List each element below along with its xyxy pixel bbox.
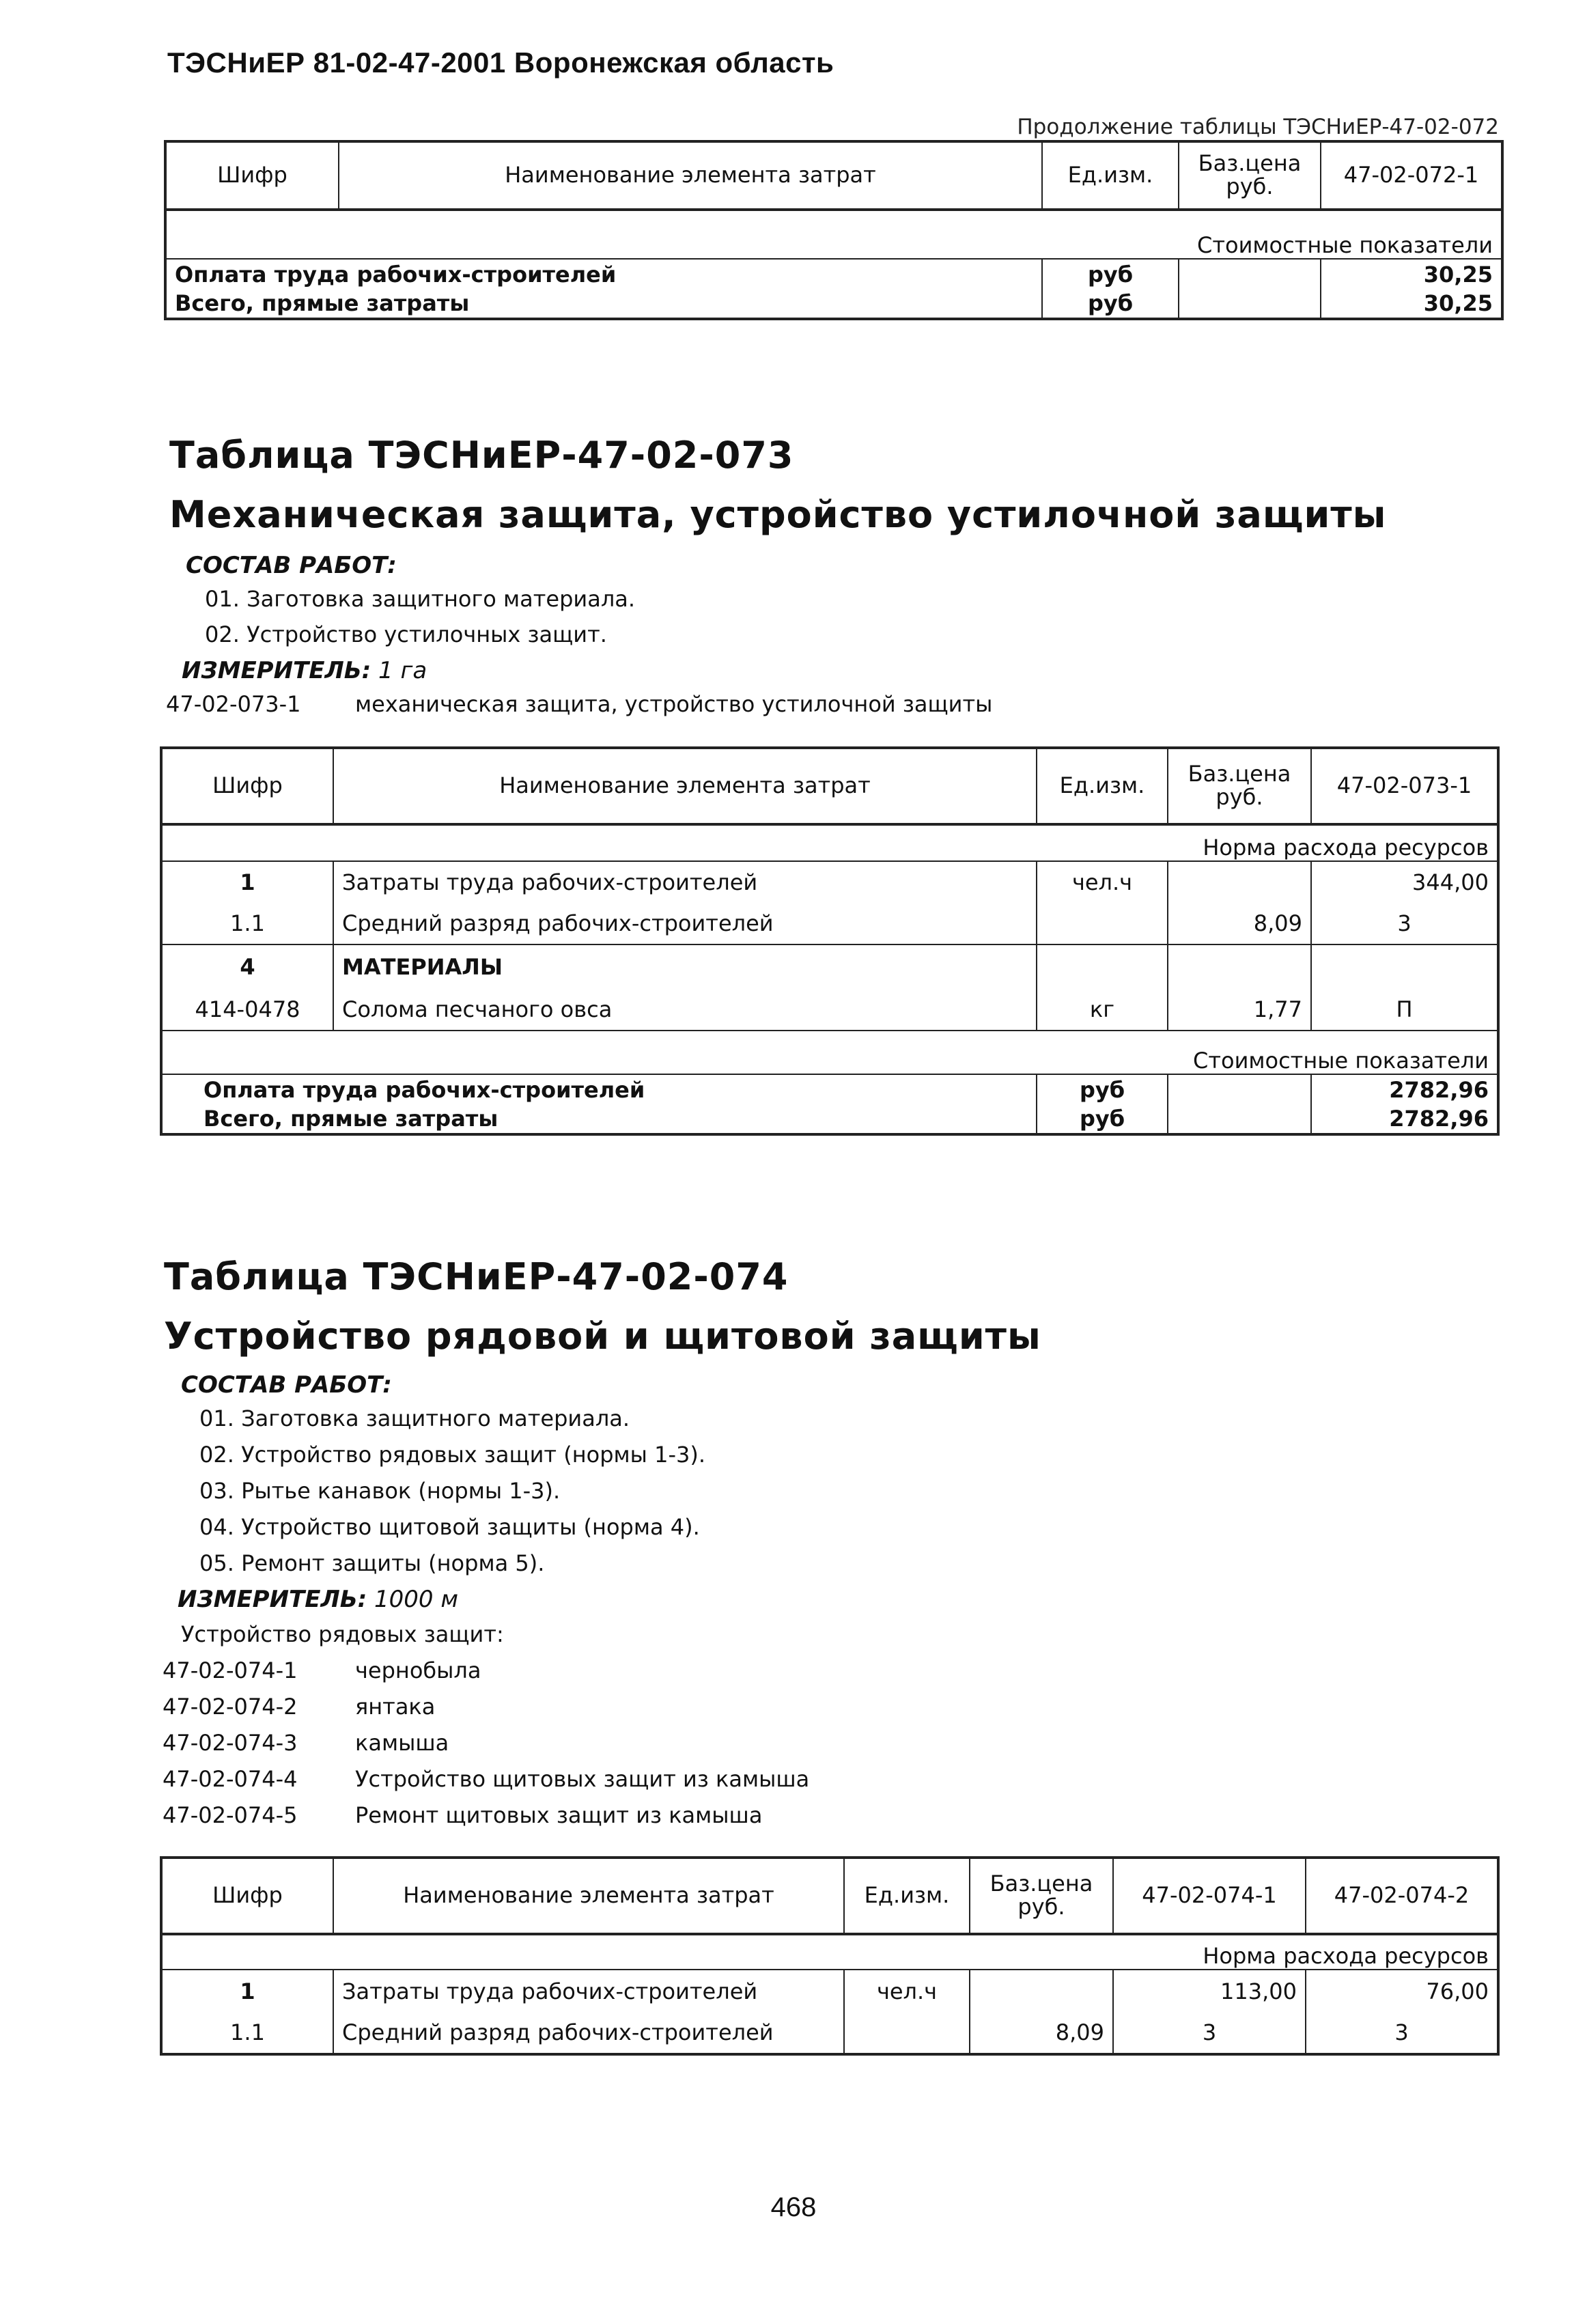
row-name: Затраты труда рабочих-строителей bbox=[333, 861, 1037, 902]
work-item: 01. Заготовка защитного материала. bbox=[199, 1405, 630, 1431]
row-code: 1 bbox=[161, 1970, 333, 2012]
work-item: 02. Устройство устилочных защит. bbox=[205, 621, 607, 647]
row-unit: кг bbox=[1037, 988, 1168, 1031]
row-value: 3 bbox=[1113, 2012, 1306, 2054]
item-name: камыша bbox=[355, 1730, 449, 1756]
meter-label: ИЗМЕРИТЕЛЬ: bbox=[182, 657, 371, 684]
col-header-norm-code: 47-02-072-1 bbox=[1321, 141, 1502, 210]
cost-row-value: 2782,96 bbox=[1311, 1104, 1498, 1134]
section-073-meter bbox=[182, 657, 427, 684]
col-header-norm-code: 47-02-074-1 bbox=[1113, 1858, 1306, 1934]
row-code: 1.1 bbox=[161, 902, 333, 944]
row-name: Солома песчаного овса bbox=[333, 988, 1037, 1031]
meter-label: ИЗМЕРИТЕЛЬ: bbox=[178, 1586, 367, 1613]
col-header-unit: Ед.изм. bbox=[1042, 141, 1179, 210]
meter-value: 1 га bbox=[378, 657, 427, 684]
row-value: П bbox=[1311, 988, 1498, 1031]
col-header-unit: Ед.изм. bbox=[844, 1858, 970, 1934]
col-header-name: Наименование элемента затрат bbox=[333, 1858, 844, 1934]
row-unit: чел.ч bbox=[1037, 861, 1168, 902]
item-code: 47-02-074-2 bbox=[163, 1694, 298, 1720]
row-name: Средний разряд рабочих-строителей bbox=[333, 2012, 844, 2054]
section-073-title: Таблица ТЭСНиЕР-47-02-073 bbox=[169, 434, 794, 477]
row-value: 3 bbox=[1306, 2012, 1498, 2054]
row-code: 4 bbox=[161, 944, 333, 988]
row-name: Затраты труда рабочих-строителей bbox=[333, 1970, 844, 2012]
col-header-unit: Ед.изм. bbox=[1037, 748, 1168, 824]
col-header-base-price: Баз.цена руб. bbox=[970, 1858, 1113, 1934]
cost-row-value: 2782,96 bbox=[1311, 1074, 1498, 1104]
item-code: 47-02-074-5 bbox=[163, 1802, 298, 1828]
section-norm-label: Норма расхода ресурсов bbox=[161, 824, 1498, 861]
page-number: 468 bbox=[770, 2192, 817, 2222]
item-code: 47-02-073-1 bbox=[166, 691, 301, 717]
row-unit: чел.ч bbox=[844, 1970, 970, 2012]
section-073-work-label: СОСТАВ РАБОТ: bbox=[186, 552, 397, 579]
table-073 bbox=[160, 746, 1500, 1136]
row-unit bbox=[1037, 944, 1168, 988]
item-name: механическая защита, устройство устилочной защиты bbox=[355, 691, 993, 717]
work-item: 03. Рытье канавок (нормы 1-3). bbox=[199, 1478, 561, 1504]
table-074 bbox=[160, 1856, 1500, 2056]
row-unit bbox=[844, 2012, 970, 2054]
row-value: 3 bbox=[1311, 902, 1498, 944]
col-header-code: Шифр bbox=[161, 1858, 333, 1934]
col-header-base-price: Баз.цена руб. bbox=[1168, 748, 1311, 824]
item-name: чернобыла bbox=[355, 1657, 481, 1683]
section-074-subtitle: Устройство рядовой и щитовой защиты bbox=[164, 1315, 1041, 1358]
continuation-caption: Продолжение таблицы ТЭСНиЕР-47-02-072 bbox=[1017, 115, 1499, 139]
cost-row-value: 30,25 bbox=[1321, 289, 1502, 319]
row-code: 1 bbox=[161, 861, 333, 902]
section-074-title: Таблица ТЭСНиЕР-47-02-074 bbox=[164, 1255, 789, 1298]
section-074-meter bbox=[178, 1586, 458, 1613]
row-code: 1.1 bbox=[161, 2012, 333, 2054]
table-072-continuation bbox=[164, 140, 1504, 320]
meter-value: 1000 м bbox=[374, 1586, 459, 1613]
section-cost-label: Стоимостные показатели bbox=[165, 210, 1502, 259]
item-code: 47-02-074-3 bbox=[163, 1730, 298, 1756]
cost-row-name: Всего, прямые затраты bbox=[161, 1104, 1037, 1134]
col-header-norm-code: 47-02-073-1 bbox=[1311, 748, 1498, 824]
cost-row-unit: руб bbox=[1042, 259, 1179, 289]
work-item: 02. Устройство рядовых защит (нормы 1-3). bbox=[199, 1442, 705, 1468]
col-header-code: Шифр bbox=[165, 141, 339, 210]
section-cost-label: Стоимостные показатели bbox=[161, 1031, 1498, 1074]
row-price bbox=[1168, 944, 1311, 988]
item-code: 47-02-074-4 bbox=[163, 1766, 298, 1792]
row-value bbox=[1311, 944, 1498, 988]
work-item: 04. Устройство щитовой защиты (норма 4). bbox=[199, 1514, 700, 1540]
item-name: янтака bbox=[355, 1694, 436, 1720]
row-price bbox=[970, 1970, 1113, 2012]
cost-row-price bbox=[1168, 1104, 1311, 1134]
cost-row-name: Всего, прямые затраты bbox=[165, 289, 1042, 319]
row-value: 76,00 bbox=[1306, 1970, 1498, 2012]
row-name: Средний разряд рабочих-строителей bbox=[333, 902, 1037, 944]
cost-row-value: 30,25 bbox=[1321, 259, 1502, 289]
cost-row-name: Оплата труда рабочих-строителей bbox=[165, 259, 1042, 289]
page-header: ТЭСНиЕР 81-02-47-2001 Воронежская область bbox=[167, 46, 834, 79]
section-073-subtitle: Механическая защита, устройство устилочной защиты bbox=[169, 493, 1387, 536]
cost-row-price bbox=[1179, 289, 1321, 319]
cost-row-unit: руб bbox=[1037, 1074, 1168, 1104]
work-item: 01. Заготовка защитного материала. bbox=[205, 586, 636, 612]
row-name: МАТЕРИАЛЫ bbox=[333, 944, 1037, 988]
work-item: 05. Ремонт защиты (норма 5). bbox=[199, 1550, 545, 1576]
cost-row-price bbox=[1168, 1074, 1311, 1104]
cost-row-unit: руб bbox=[1037, 1104, 1168, 1134]
group-label: Устройство рядовых защит: bbox=[181, 1621, 504, 1647]
row-value: 344,00 bbox=[1311, 861, 1498, 902]
row-value: 113,00 bbox=[1113, 1970, 1306, 2012]
row-price: 8,09 bbox=[970, 2012, 1113, 2054]
col-header-norm-code: 47-02-074-2 bbox=[1306, 1858, 1498, 1934]
cost-row-price bbox=[1179, 259, 1321, 289]
row-price: 8,09 bbox=[1168, 902, 1311, 944]
col-header-name: Наименование элемента затрат bbox=[339, 141, 1042, 210]
row-unit bbox=[1037, 902, 1168, 944]
item-name: Устройство щитовых защит из камыша bbox=[355, 1766, 810, 1792]
row-code: 414-0478 bbox=[161, 988, 333, 1031]
row-price: 1,77 bbox=[1168, 988, 1311, 1031]
section-norm-label: Норма расхода ресурсов bbox=[161, 1934, 1498, 1970]
col-header-code: Шифр bbox=[161, 748, 333, 824]
col-header-base-price: Баз.цена руб. bbox=[1179, 141, 1321, 210]
item-code: 47-02-074-1 bbox=[163, 1657, 298, 1683]
row-price bbox=[1168, 861, 1311, 902]
cost-row-unit: руб bbox=[1042, 289, 1179, 319]
item-name: Ремонт щитовых защит из камыша bbox=[355, 1802, 763, 1828]
col-header-name: Наименование элемента затрат bbox=[333, 748, 1037, 824]
cost-row-name: Оплата труда рабочих-строителей bbox=[161, 1074, 1037, 1104]
section-074-work-label: СОСТАВ РАБОТ: bbox=[181, 1371, 392, 1399]
